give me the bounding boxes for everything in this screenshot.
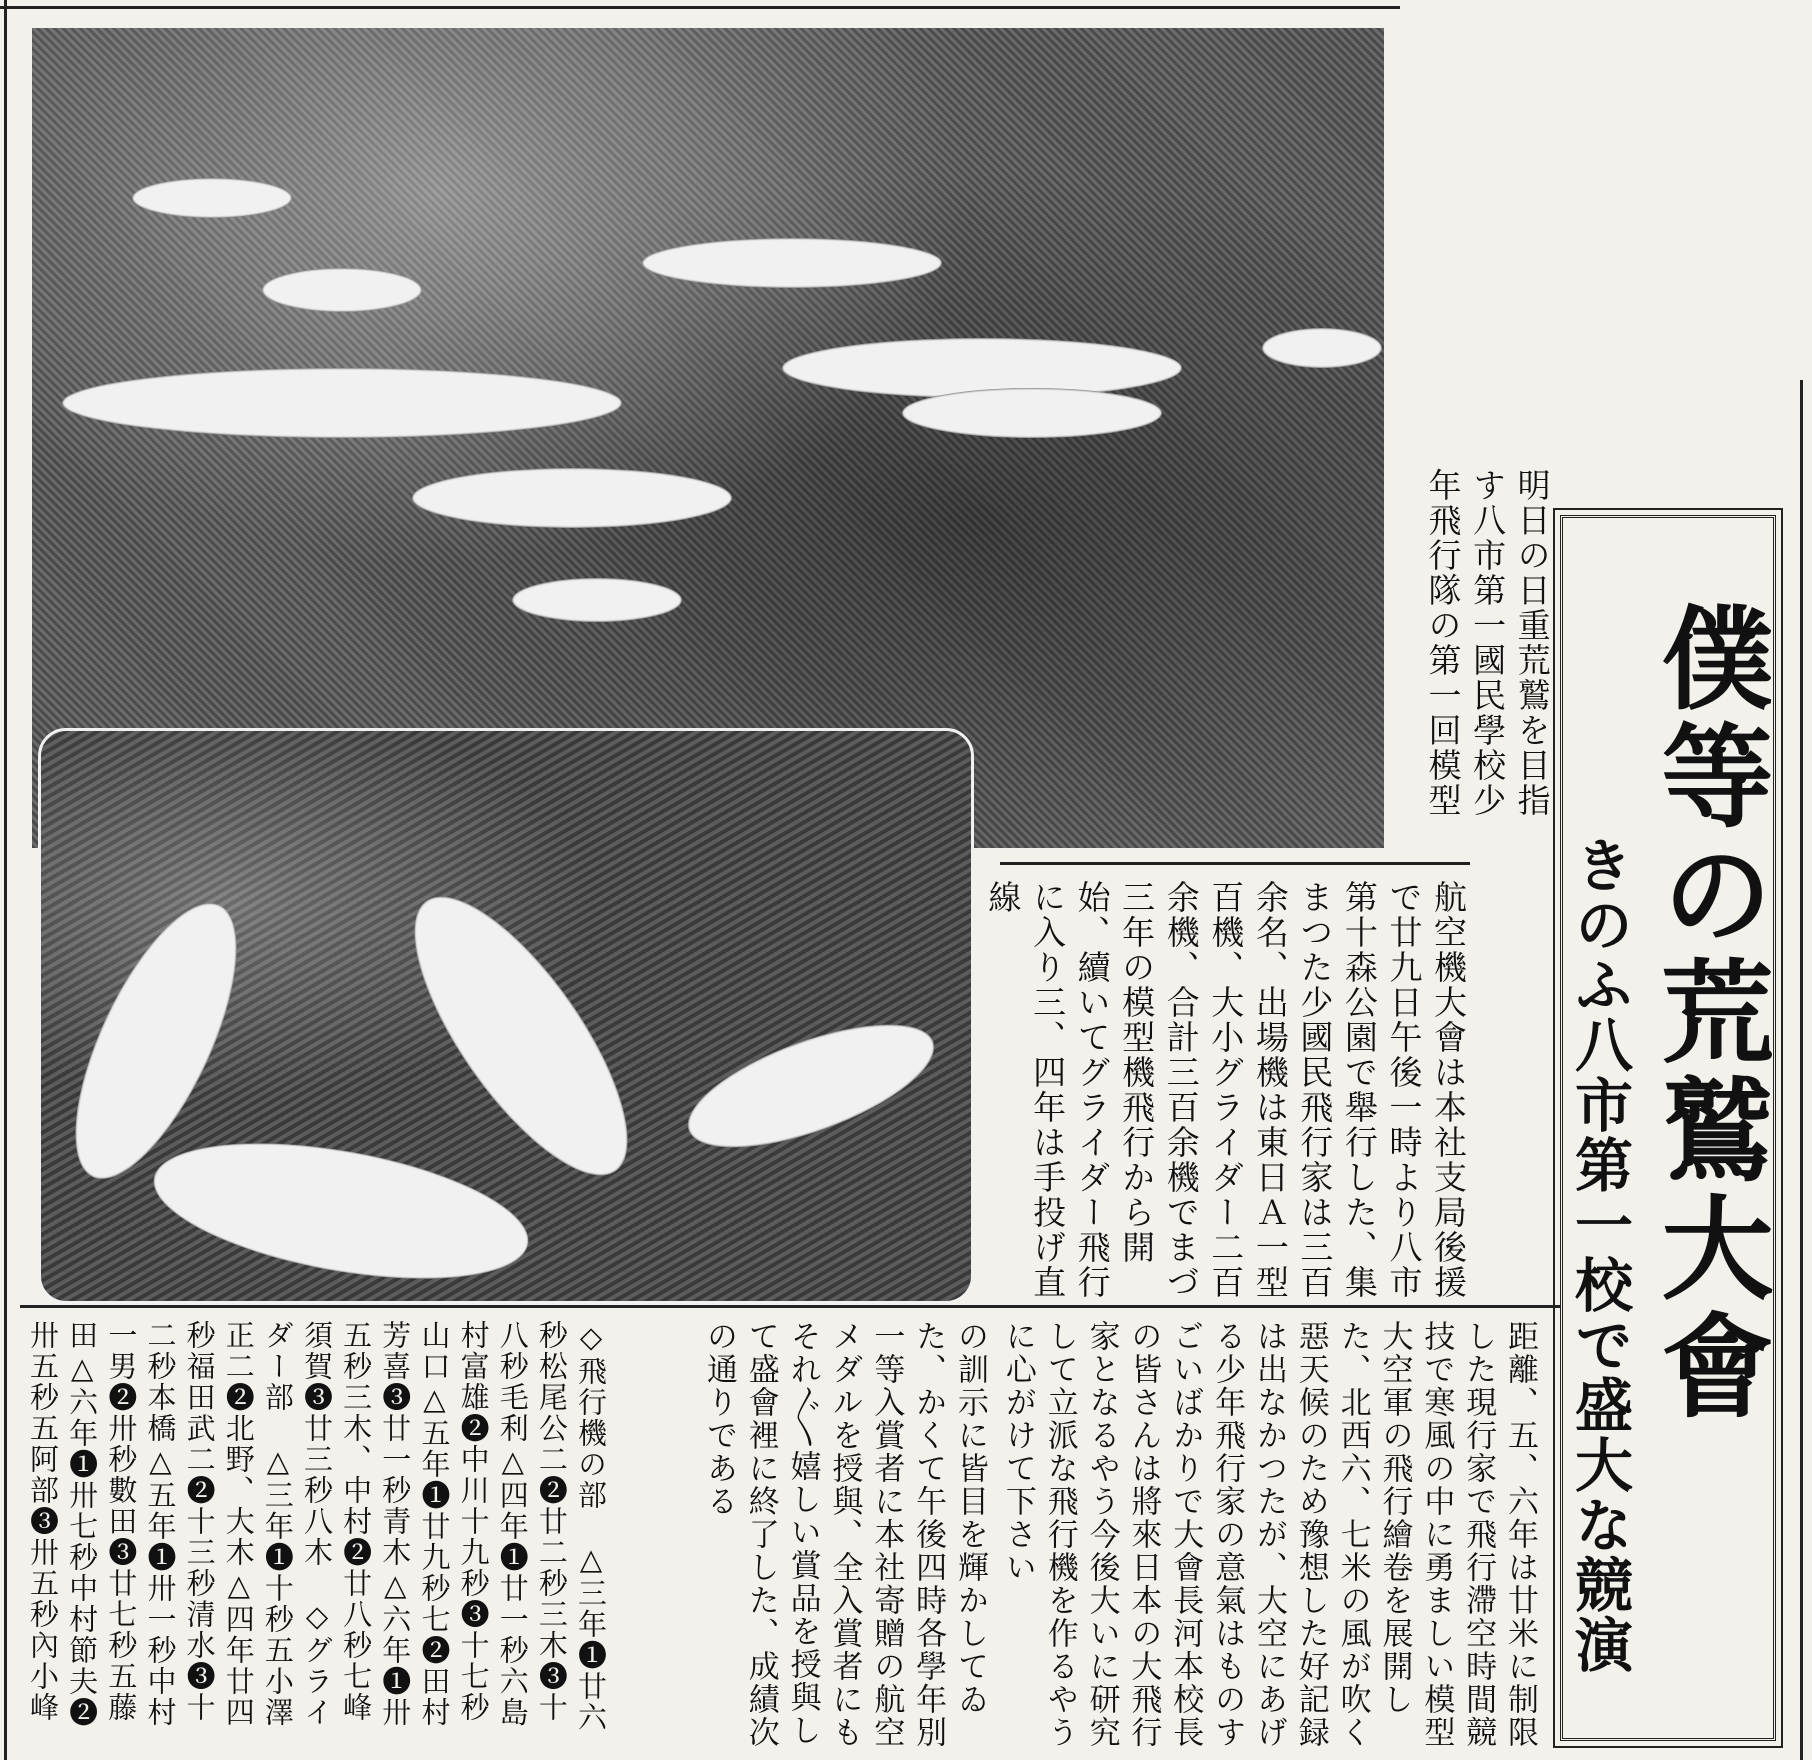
model-plane — [642, 238, 942, 288]
model-plane — [143, 1119, 538, 1303]
article-body-3: の訓示に皆目を輝かしてゐた、かくて午後四時各學年別一等入賞者に本社寄贈の航空メダルを授與、全入賞者にもそれ〲嬉しい賞品を授與して盛會裡に終了した、成績次の通りである — [700, 1320, 988, 1749]
lower-rule — [20, 1305, 1560, 1308]
model-plane — [412, 468, 732, 528]
photo-lead-caption: 明日の日重荒鷲を目指す八市第一國民學校少年飛行隊の第一回模型 — [1423, 468, 1552, 818]
model-plane — [673, 999, 948, 1172]
photo-prize-winners — [38, 728, 974, 1304]
top-rule — [0, 6, 1400, 9]
model-plane — [377, 866, 665, 1205]
results-list: ◇飛行機の部 △三年❶廿六秒松尾公二❷廿二秒三木❸十八秒毛利△四年❶廿一秒六島村富雄❷中川十九秒❸十七秒山口△五年❶廿九秒七❷田村芳喜❸廿一秒青木△六年❶卅五秒三木、中村❷廿八秒七峰須賀❸廿三秒八木 ◇グライダー部 △三年❶十秒五小澤正二❷北野、大木△四年廿四秒福田武二❷十三秒清水❸十二秒本橋△五年❶卅一秒中村一男❷卅秒數田❸廿七秒五藤田△六年❶卅七秒中村節夫❷卅五秒五阿部❸卅五秒內小峰 — [26, 1320, 608, 1733]
model-plane — [902, 388, 1162, 438]
model-plane — [132, 178, 292, 218]
left-rule — [4, 0, 7, 1760]
subheadline: きのふ八市第一校で盛大な競演 — [1565, 835, 1633, 1675]
headline: 僕等の荒鷲大會 — [1643, 600, 1774, 1426]
section-rule — [1000, 862, 1470, 865]
article-body-2: 距離、五、六年は廿米に制限した現行家で飛行滯空時間競技で寒風の中に勇ましい模型大空軍の飛行繪卷を展開した、北西六、七米の風が吹く惡天候のため豫想した好記録は出なかつたが、大空にあげる少年飛行家の意氣はものすごいばかりで大會長河本校長の皆さんは將來日本の大飛行家となるやう今後大いに研究して立派な飛行機を作るやうに心がけて下さい — [999, 1320, 1538, 1749]
article-body-1: 航空機大會は本社支局後援で廿九日午後一時より八市第十森公園で舉行した、集まつた少國民飛行家は三百余名、出場機は東日Ａ一型百機、大小グライダー二百余機、合計三百余機でまづ三年の模型機飛行から開始、續いてグライダー飛行に入り三、四年は手投げ直線 — [983, 880, 1468, 1300]
right-rule — [1800, 380, 1803, 1760]
model-plane — [262, 268, 422, 312]
model-plane — [62, 368, 622, 438]
photo-model-airplanes — [32, 28, 1384, 848]
model-plane — [512, 578, 682, 622]
model-plane — [1262, 328, 1382, 368]
